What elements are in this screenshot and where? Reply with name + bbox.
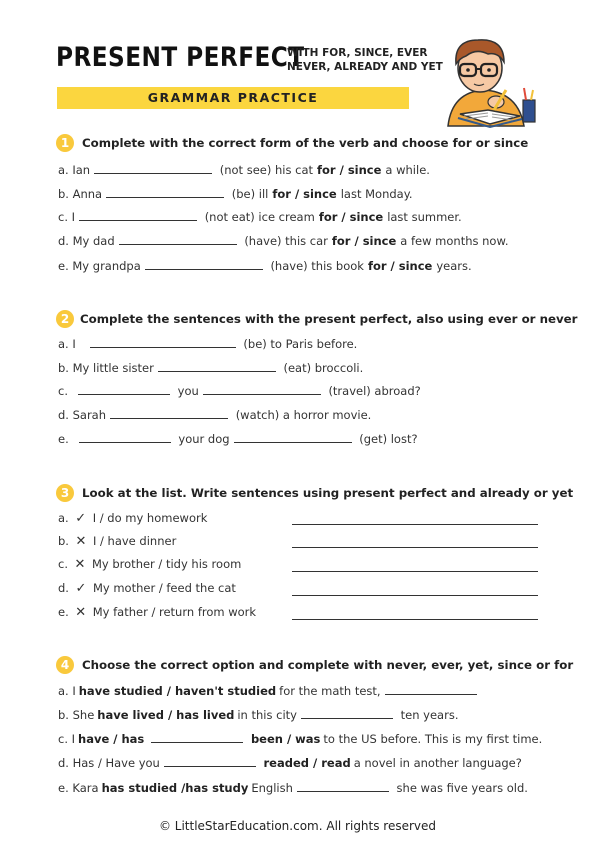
s3-e-text: My father / return from work — [92, 605, 257, 619]
cross-icon: ✕ — [75, 605, 87, 620]
s1-e-blank[interactable] — [145, 256, 263, 270]
s4-b-mid: in this city — [237, 708, 297, 722]
s2-c-blank-1[interactable] — [78, 381, 170, 395]
s3-item-a — [58, 509, 207, 527]
s4-d-end: a novel in another language? — [353, 756, 522, 770]
s3-item-e — [58, 603, 256, 621]
s2-d-blank[interactable] — [110, 405, 228, 419]
s2-item-e — [58, 429, 418, 447]
s4-item-e — [58, 778, 528, 796]
s2-d-end: (watch) a horror movie. — [235, 408, 372, 422]
s3-b-answer-line[interactable] — [292, 547, 538, 548]
s1-c-label: c. I — [58, 210, 76, 224]
s3-d-text: My mother / feed the cat — [92, 581, 236, 595]
s2-c-label: c. — [58, 384, 68, 398]
section-2-number: 2 — [56, 310, 74, 328]
s4-e-mid: English — [251, 781, 293, 795]
s4-a-option[interactable]: have studied / haven't studied — [78, 684, 277, 698]
worksheet-title: PRESENT PERFECT — [56, 42, 305, 73]
cross-icon: ✕ — [75, 534, 87, 549]
s1-c-verb: (not eat) ice cream — [204, 210, 315, 224]
s4-item-a — [58, 681, 481, 699]
s2-item-b — [58, 358, 363, 376]
s4-d-blank[interactable] — [164, 753, 256, 767]
s4-item-d — [58, 753, 522, 771]
s2-e-label: e. — [58, 432, 69, 446]
s1-item-c — [58, 207, 462, 225]
copyright-footer: © LittleStarEducation.com. All rights reserved — [158, 819, 437, 833]
section-4-instruction: Choose the correct option and complete with never, ever, yet, since or for — [82, 658, 574, 672]
s4-e-option[interactable]: has studied /has study — [101, 781, 249, 795]
s3-b-label: b. — [58, 534, 69, 548]
s4-b-end: ten years. — [400, 708, 459, 722]
s1-d-verb: (have) this car — [244, 234, 328, 248]
s1-d-label: d. My dad — [58, 234, 115, 248]
worksheet-subtitle — [287, 46, 443, 74]
s1-b-blank[interactable] — [106, 184, 224, 198]
s1-e-end: years. — [436, 259, 472, 273]
s1-b-option[interactable]: for / since — [272, 187, 337, 201]
s1-a-option[interactable]: for / since — [317, 163, 382, 177]
s2-item-c — [58, 381, 421, 399]
s4-a-blank[interactable] — [385, 681, 477, 695]
section-4-number: 4 — [56, 656, 74, 674]
grammar-practice-band — [57, 87, 409, 109]
s1-c-end: last summer. — [387, 210, 462, 224]
s3-b-text: I / have dinner — [92, 534, 177, 548]
s2-b-label: b. My little sister — [58, 361, 154, 375]
s1-d-option[interactable]: for / since — [331, 234, 397, 248]
s2-e-blank-2[interactable] — [234, 429, 352, 443]
s2-c-end: (travel) abroad? — [328, 384, 421, 398]
s4-c-blank[interactable] — [151, 729, 243, 743]
subtitle-line-1: WITH FOR, SINCE, EVER — [287, 47, 428, 59]
section-3-number: 3 — [56, 484, 74, 502]
s1-c-option[interactable]: for / since — [318, 210, 384, 224]
s1-d-blank[interactable] — [119, 231, 237, 245]
section-1-number: 1 — [56, 134, 74, 152]
s2-item-d — [58, 405, 371, 423]
s3-c-answer-line[interactable] — [292, 571, 538, 572]
s2-b-end: (eat) broccoli. — [283, 361, 364, 375]
s2-b-blank[interactable] — [158, 358, 276, 372]
s2-d-label: d. Sarah — [58, 408, 107, 422]
s3-a-answer-line[interactable] — [292, 524, 538, 525]
s1-c-blank[interactable] — [79, 207, 197, 221]
s3-a-text: I / do my homework — [92, 511, 208, 525]
s4-e-pre: e. Kara — [58, 781, 99, 795]
student-writing-illustration — [428, 30, 540, 134]
s2-e-blank-1[interactable] — [79, 429, 171, 443]
s4-e-end: she was five years old. — [396, 781, 528, 795]
s3-d-answer-line[interactable] — [292, 595, 538, 596]
s4-a-pre: a. I — [58, 684, 76, 698]
s2-e-mid: your dog — [178, 432, 230, 446]
s1-e-option[interactable]: for / since — [367, 259, 433, 273]
s4-d-option[interactable]: readed / read — [263, 756, 351, 770]
s2-a-blank[interactable] — [90, 334, 236, 348]
s4-b-blank[interactable] — [301, 705, 393, 719]
s2-c-blank-2[interactable] — [203, 381, 321, 395]
s3-e-label: e. — [58, 605, 69, 619]
s2-a-label: a. I — [58, 337, 76, 351]
s1-item-b — [58, 184, 413, 202]
s4-c-option-2[interactable]: been / was — [250, 732, 321, 746]
section-2-instruction: Complete the sentences with the present perfect, also using ever or never — [80, 312, 578, 326]
s3-a-label: a. — [58, 511, 69, 525]
s1-item-a — [58, 160, 430, 178]
s1-d-end: a few months now. — [400, 234, 509, 248]
s3-e-answer-line[interactable] — [292, 619, 538, 620]
s4-c-option-1[interactable]: have / has — [78, 732, 145, 746]
s4-a-end: for the math test, — [279, 684, 381, 698]
check-icon: ✓ — [75, 581, 87, 596]
s1-item-d — [58, 231, 508, 249]
s1-a-blank[interactable] — [94, 160, 212, 174]
s1-a-end: a while. — [385, 163, 430, 177]
s1-e-label: e. My grandpa — [58, 259, 141, 273]
check-icon: ✓ — [75, 511, 87, 526]
s4-c-pre: c. I — [58, 732, 76, 746]
s1-b-end: last Monday. — [340, 187, 413, 201]
s4-b-pre: b. She — [58, 708, 95, 722]
s4-d-mid: you — [138, 756, 160, 770]
s2-e-end: (get) lost? — [359, 432, 418, 446]
s1-a-label: a. Ian — [58, 163, 91, 177]
s3-item-d — [58, 579, 236, 597]
s3-item-b — [58, 532, 176, 550]
s4-c-end: to the US before. This is my first time. — [323, 732, 543, 746]
s4-b-option[interactable]: have lived / has lived — [97, 708, 235, 722]
s3-item-c — [58, 555, 241, 573]
s3-c-text: My brother / tidy his room — [91, 557, 242, 571]
cross-icon: ✕ — [74, 557, 86, 572]
section-3-instruction: Look at the list. Write sentences using present perfect and already or yet — [82, 486, 574, 500]
s2-c-mid: you — [177, 384, 199, 398]
band-label: GRAMMAR PRACTICE — [147, 90, 319, 105]
s4-item-b — [58, 705, 458, 723]
subtitle-line-2: NEVER, ALREADY AND YET — [287, 61, 443, 73]
s4-e-blank[interactable] — [297, 778, 389, 792]
s4-d-pre: d. Has / Have — [58, 756, 136, 770]
s1-b-label: b. Anna — [58, 187, 103, 201]
s1-a-verb: (not see) his cat — [219, 163, 314, 177]
s1-item-e — [58, 256, 472, 274]
s1-b-verb: (be) ill — [231, 187, 269, 201]
section-1-instruction: Complete with the correct form of the verb and choose for or since — [82, 136, 529, 150]
s4-item-c — [58, 729, 542, 747]
s3-c-label: c. — [58, 557, 68, 571]
s1-e-verb: (have) this book — [270, 259, 364, 273]
s2-a-end: (be) to Paris before. — [243, 337, 358, 351]
s2-item-a — [58, 334, 357, 352]
s3-d-label: d. — [58, 581, 69, 595]
